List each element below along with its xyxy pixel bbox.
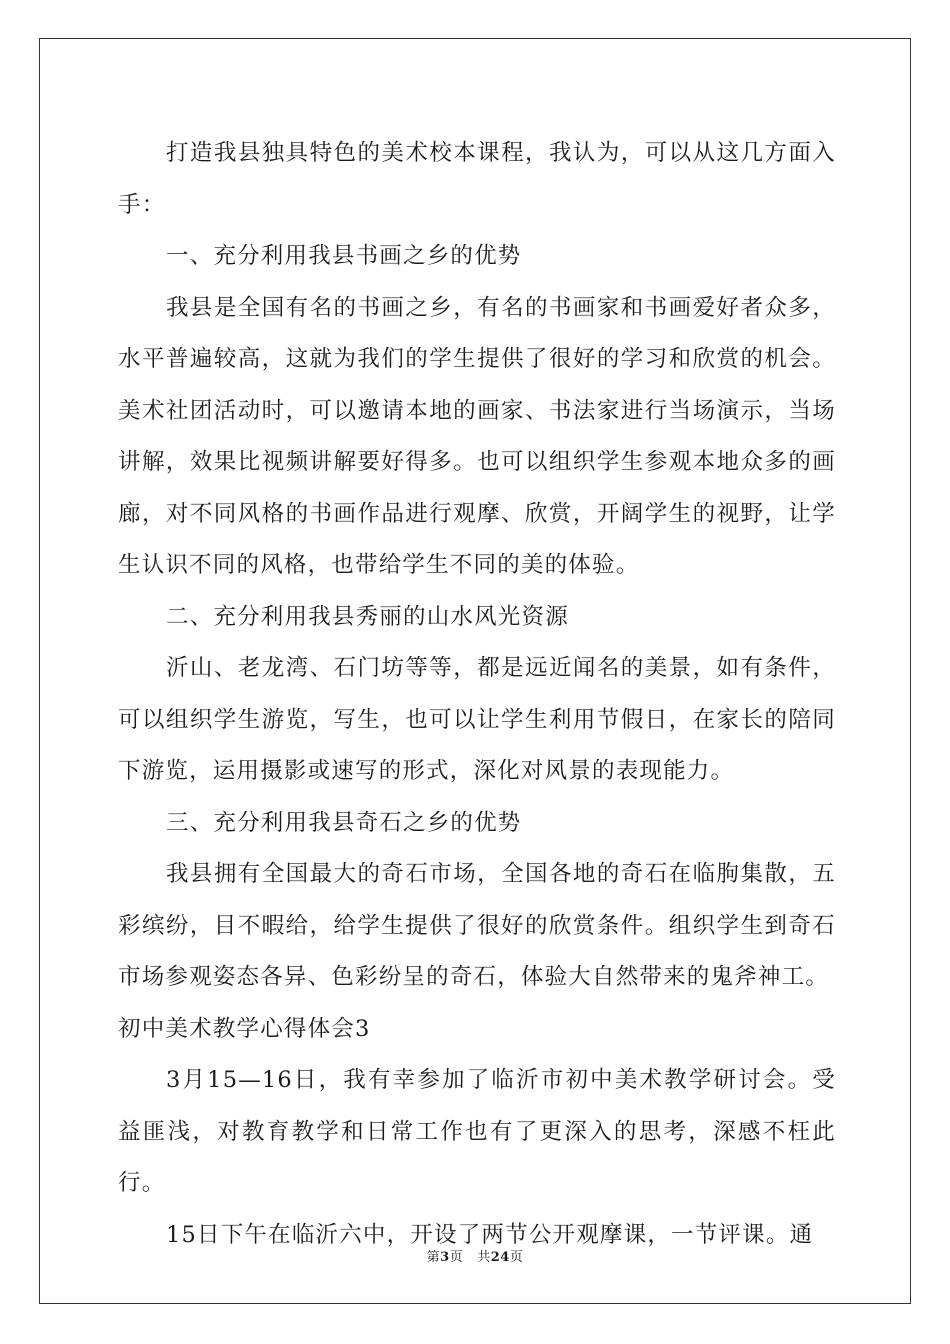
paragraph-article-2: 15日下午在临沂六中，开设了两节公开观摩课，一节评课。通 — [166, 1221, 814, 1248]
paragraph-intro: 打造我县独具特色的美术校本课程，我认为，可以从这几方面入手： — [118, 140, 836, 218]
paragraph-section-1: 我县是全国有名的书画之乡，有名的书画家和书画爱好者众多，水平普遍较高，这就为我们的学生提供了很好的学习和欣赏的机会。美术社团活动时，可以邀请本地的画家、书法家进行当场演示，当场讲解，效果比视频讲解要好得多。也可以组织学生参观本地众多的画廊，对不同风格的书画作品进行观摩、欣赏，开阔学生的视野，让学生认识不同的风格，也带给学生不同的美的体验。 — [118, 294, 836, 578]
total-suffix: 页 — [509, 1250, 524, 1265]
page-footer — [0, 1246, 950, 1265]
section-heading-3: 三、充分利用我县奇石之乡的优势 — [166, 809, 522, 836]
page-total: 24 — [490, 1250, 510, 1265]
article-title: 初中美术教学心得体会3 — [118, 1015, 371, 1042]
section-heading-2: 二、充分利用我县秀丽的山水风光资源 — [166, 603, 569, 630]
paragraph-section-2: 沂山、老龙湾、石门坊等等，都是远近闻名的美景，如有条件，可以组织学生游览，写生，也可以让学生利用节假日，在家长的陪同下游览，运用摄影或速写的形式，深化对风景的表现能力。 — [118, 655, 836, 784]
paragraph-section-3: 我县拥有全国最大的奇石市场，全国各地的奇石在临朐集散，五彩缤纷，目不暇给，给学生提供了很好的欣赏条件。组织学生到奇石市场参观姿态各异、色彩纷呈的奇石，体验大自然带来的鬼斧神工。 — [118, 861, 836, 990]
total-prefix: 共 — [477, 1250, 491, 1265]
section-heading-1: 一、充分利用我县书画之乡的优势 — [166, 243, 522, 269]
page-suffix: 页 — [449, 1250, 464, 1265]
paragraph-article-1: 3月15—16日，我有幸参加了临沂市初中美术教学研讨会。受益匪浅，对教育教学和日常工作也有了更深入的思考，深感不枉此行。 — [118, 1067, 836, 1196]
document-body — [118, 128, 836, 1261]
page-prefix: 第 — [426, 1250, 441, 1265]
page-current: 3 — [440, 1250, 450, 1265]
